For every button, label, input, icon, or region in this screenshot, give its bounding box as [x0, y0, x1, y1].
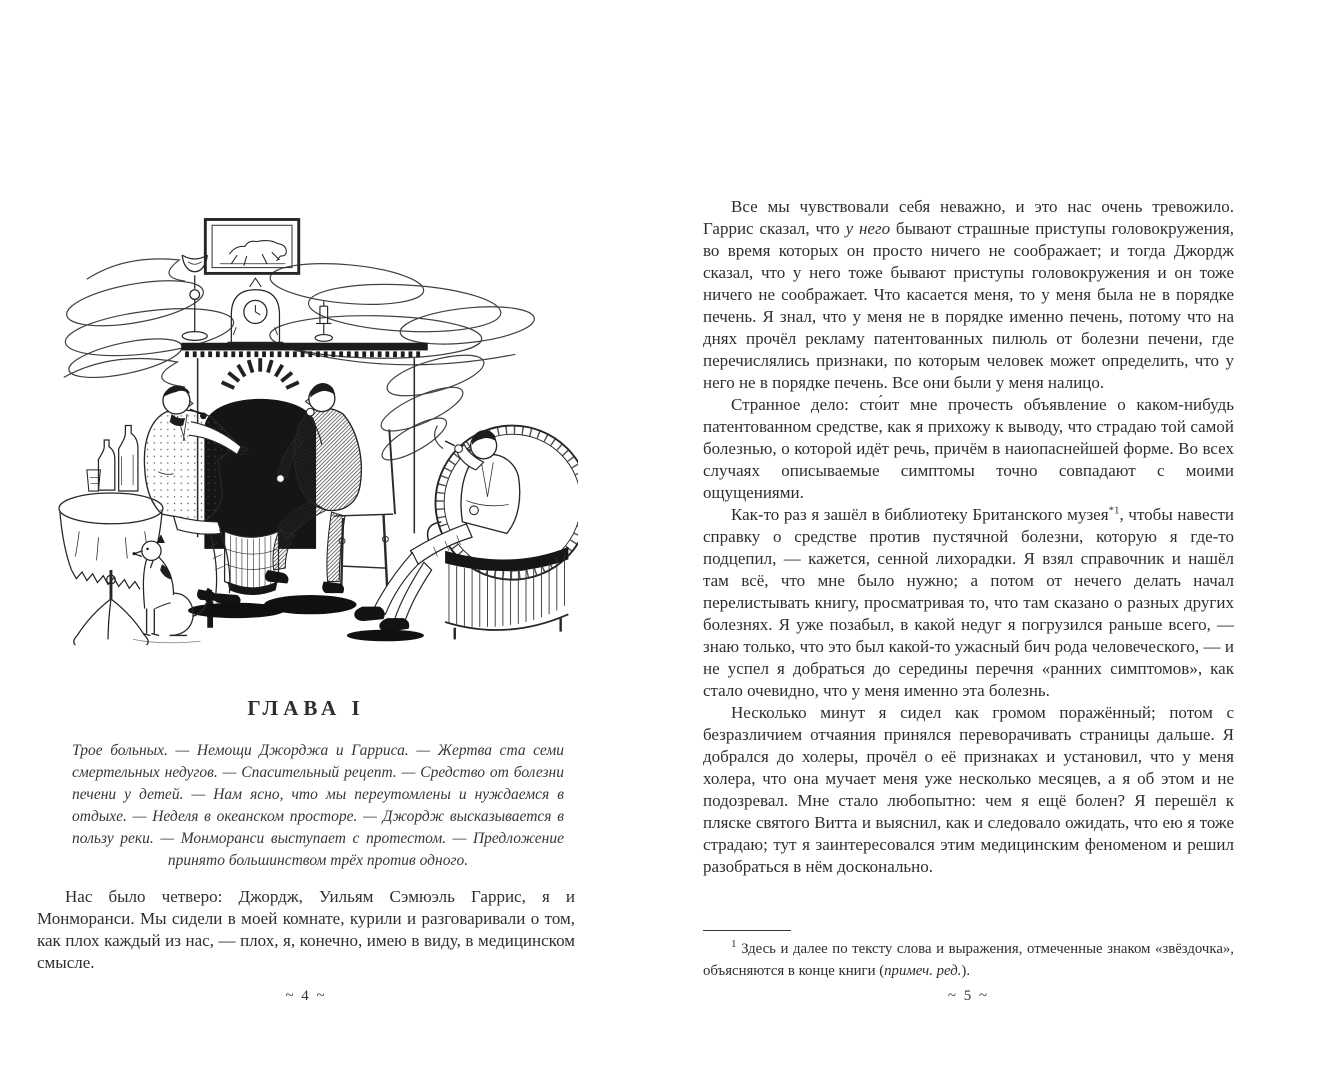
- left-page-body: [37, 886, 575, 974]
- footnote-text: [703, 938, 1234, 982]
- italic-text-run: примеч. ред.: [884, 963, 962, 979]
- man-right: [347, 426, 578, 642]
- page-number-right: ~ 5 ~: [947, 988, 990, 1004]
- text-run: , чтобы навести справку о средстве против пустячной болезни, которую я где-то подцепил, — кажется, сенной лихорадки. Я взял справочник и нашёл там всё, что мне было нужно; а потом от нечего делать начал перелистывать книгу, просматривая то, что там сказано о разных других болезнях. Я уже позабыл, в какой недуг я погрузился раньше всего, — знаю только, что это был какой-то ужасный бич рода человеческого, — и не успел я добраться до середины перечня «ранних симптомов», как стало очевидно, что у меня именно эта болезнь.: [703, 505, 1234, 700]
- footnote-marker: 1: [731, 938, 737, 951]
- text-run: Странное дело: сто́ит мне прочесть объявление о каком-нибудь патентованном средстве, как я прихожу к выводу, что страдаю той самой болезнью, о которой идёт речь, причём в наиопаснейшей форме. Во всех случаях описываемые симптомы точно совпадают с моими ощущениями.: [703, 395, 1234, 502]
- paragraph: Нас было четверо: Джордж, Уильям Сэмюэль Гаррис, я и Монморанси. Мы сидели в моей комнате, курили и разговаривали о том, как плох каждый из нас, — плох, я, конечно, имею в виду, в медицинском смысле.: [37, 887, 575, 972]
- boot: [197, 589, 216, 601]
- chapter-heading: ГЛАВА I: [247, 696, 365, 720]
- page-number-left: ~ 4 ~: [285, 988, 327, 1004]
- text-run: Как-то раз я зашёл в библиотеку Британского музея: [731, 505, 1109, 524]
- candlestick: [315, 301, 332, 341]
- right-page-body: [703, 196, 1234, 878]
- paragraph: [703, 394, 1234, 504]
- bottle: [98, 440, 114, 490]
- text-run: Несколько минут я сидел как громом поражённый; потом с безразличием отчаяния принялся переворачивать страницы дальше. Я добрался до холеры, прочёл о её признаках и установил, что у меня холера, что она мучает меня уже несколько месяцев, а я об этом и не подозревал. Мне стало любопытно: чем я ещё болен? Я перешёл к пляске святого Витта и выяснил, как и следовало ожидать, что ею я тоже страдаю; тут я заинтересовался этим медицинским феноменом и решил разобраться в нём досконально.: [703, 703, 1234, 876]
- paragraph: [703, 504, 1234, 702]
- three-men-fireplace-drawing: [58, 198, 578, 656]
- text-run: Все мы чувствовали себя неважно, и это нас очень тревожило. Гаррис сказал, что: [703, 197, 1234, 238]
- paragraph: [703, 702, 1234, 878]
- mantel-vase: [182, 255, 207, 340]
- footnote: [703, 938, 1234, 982]
- chapter-summary: Трое больных. — Немощи Джорджа и Гарриса. — Жертва ста семи смертельных недугов. — Спасительный рецепт. — Средство от болезни печени у детей. — Нам ясно, что мы переутомлены и нуждаемся в отдыхе. — Неделя в океанском просторе. — Джордж высказывается в пользу реки. — Монморанси выступает с протестом. — Предложение принято большинством трёх против одного.: [72, 742, 564, 869]
- italic-text-run: у него: [845, 219, 891, 238]
- mantel-clock: [227, 278, 283, 343]
- horse-sketch: [229, 241, 286, 266]
- chapter-illustration: [58, 198, 578, 656]
- dog-ear: [156, 534, 165, 543]
- text-run: Здесь и далее по тексту слова и выражения, отмеченные знаком «звёздочка», объясняются в конце книги (: [703, 941, 1234, 979]
- dog: [133, 534, 207, 642]
- text-run: бывают страшные приступы головокружения, во время которых он просто ничего не соображает; и тогда Джордж сказал, что у него тоже бывают приступы головокружения и он тоже ничего не соображает. Что касается меня, то у меня была не в порядке печень. Я знал, что у меня не в порядке именно печень, потому что на днях прочёл рекламу патентованных пилюль от болезни печени, где перечислялись признаки, по которым человек может определить, что у него не в порядке печень. Все они были у меня налицо.: [703, 219, 1234, 392]
- framed-picture: [205, 219, 298, 273]
- boot: [354, 607, 384, 621]
- paragraph: [703, 196, 1234, 394]
- footnote-rule: [703, 930, 791, 931]
- text-run: ).: [961, 963, 971, 979]
- footnote-reference-marker: *1: [1108, 504, 1120, 517]
- boot: [265, 570, 288, 583]
- cigarette: [445, 441, 455, 446]
